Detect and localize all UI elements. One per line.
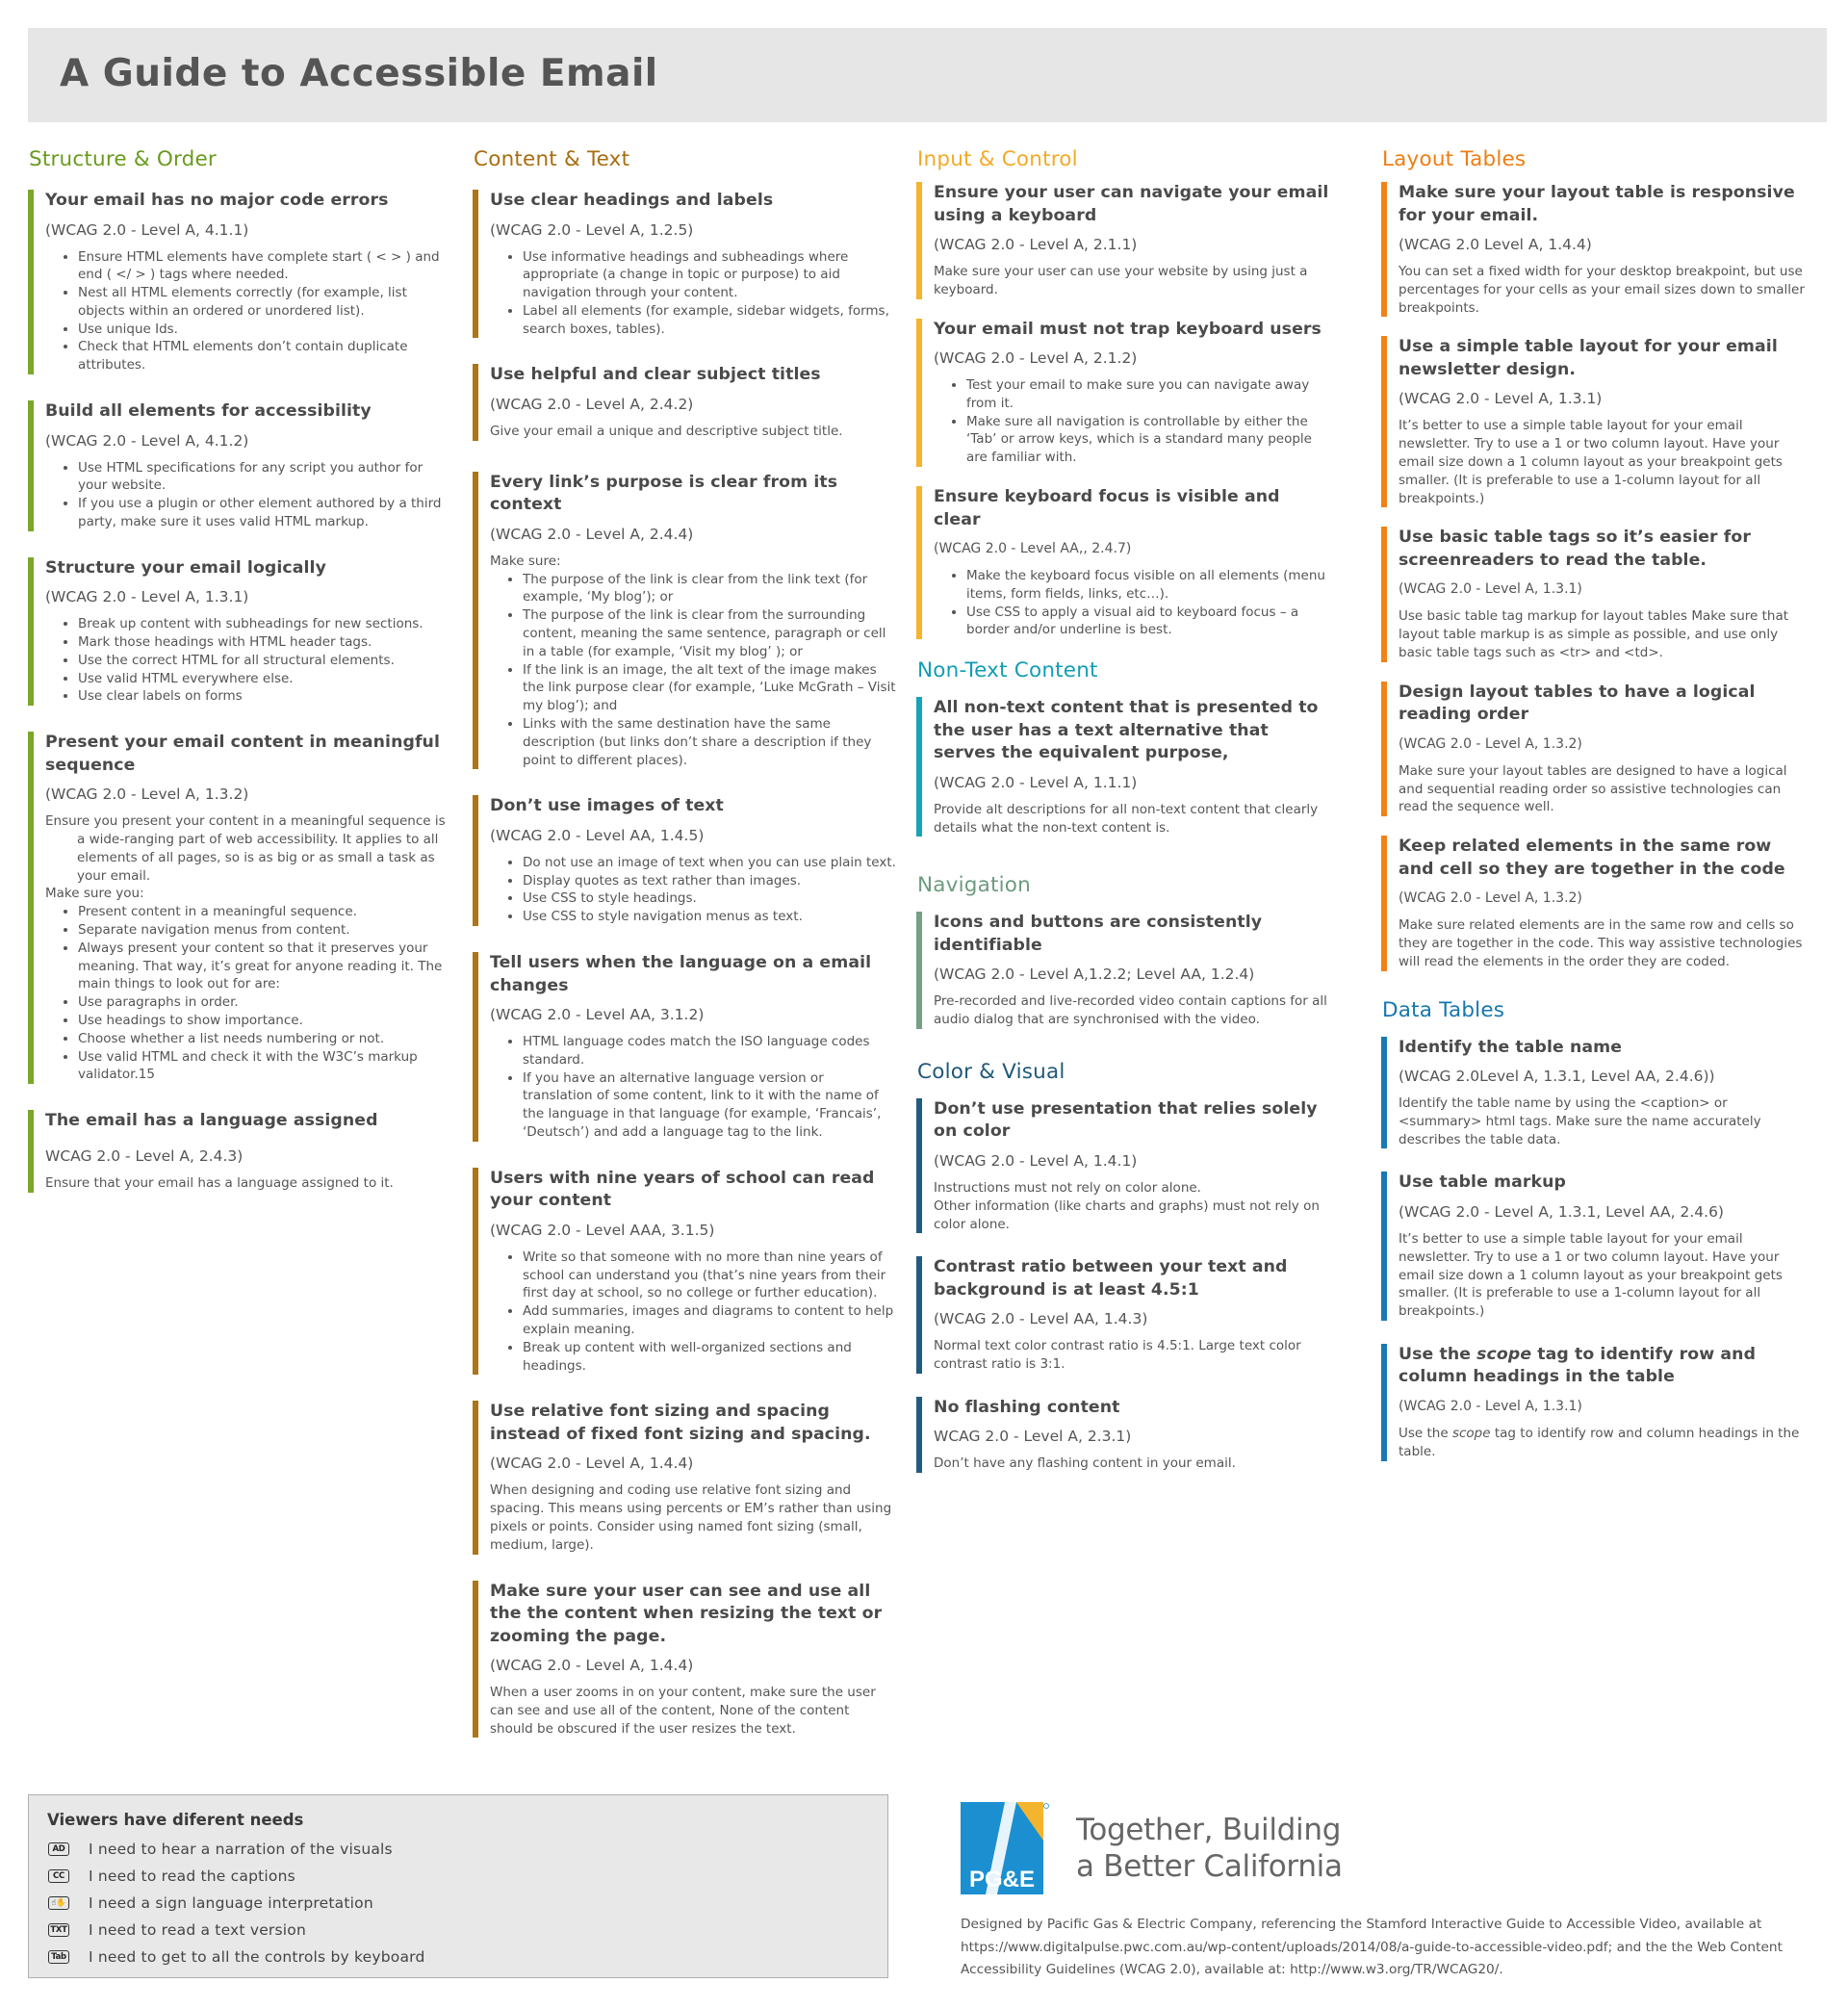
viewer-need-text: I need to read a text version <box>89 1921 306 1939</box>
wcag-ref: (WCAG 2.0 - Level A, 1.3.2) <box>1399 890 1582 907</box>
wcag-ref: (WCAG 2.0 - Level A, 1.3.2) <box>1399 735 1582 752</box>
card-build-elements <box>28 400 451 531</box>
section-title: Input & Control <box>917 147 1078 171</box>
card-heading: Present your email content in meaningful sequence <box>45 733 440 775</box>
section-structure-order <box>28 147 451 1193</box>
list-item: • Use CSS to style headings. <box>523 889 896 908</box>
viewer-need-row <box>48 1866 295 1887</box>
list-item: • Use CSS to style navigation menus as text. <box>523 908 896 926</box>
list-item: • If you use a plugin or other element authored by a third party, make sure it uses valid HTML markup. <box>78 495 451 531</box>
list-item: • The purpose of the link is clear from the link text (for example, ‘My blog’); or <box>523 571 896 607</box>
card-heading: All non-text content that is presented to the user has a text alternative that serves the equivalent purpose, <box>934 698 1319 763</box>
card-images-of-text <box>473 795 896 926</box>
wcag-ref: (WCAG 2.0 - Level AA, 1.4.5) <box>490 826 705 844</box>
card-link-purpose <box>473 472 896 770</box>
section-layout-tables <box>1381 147 1805 971</box>
text-version-icon: TXT <box>48 1923 69 1937</box>
card-text: Ensure that your email has a language assigned to it. <box>45 1174 394 1191</box>
text-emphasis: scope <box>1451 1425 1491 1441</box>
credit-text: Designed by Pacific Gas & Electric Company, referencing the Stamford Interactive Guide to Accessible Video, available at https://www.digitalpulse.pwc.com.au/wp-content/uploads/2014/08/a-guide-to-accessible-video.pdf; and the the Web Content Accessibility Guidelines (WCAG 2.0), available at: http://www.w3.org/TR/WCAG20/. <box>961 1917 1783 1977</box>
list-item: • HTML language codes match the ISO language codes standard. <box>523 1033 896 1069</box>
list-item: • Separate navigation menus from content. <box>78 921 451 940</box>
list-item: • Break up content with subheadings for new sections. <box>78 615 451 633</box>
sign-language-icon: ☝✋ <box>48 1896 69 1910</box>
heading-part: Use the <box>1399 1344 1477 1364</box>
closed-captions-icon: CC <box>48 1869 69 1883</box>
list-item: • Use CSS to apply a visual aid to keyboard focus – a border and/or underline is best. <box>966 604 1330 640</box>
section-title: Data Tables <box>1382 997 1505 1022</box>
card-structure-logically <box>28 557 451 706</box>
list-item: • Use informative headings and subheadings where appropriate (a change in topic or purpose) to aid navigation through your content. <box>523 248 896 302</box>
card-contrast-ratio <box>916 1256 1330 1374</box>
wcag-ref: (WCAG 2.0 - Level A,1.2.2; Level AA, 1.2.4) <box>934 966 1255 984</box>
list-item: • Use the correct HTML for all structural elements. <box>78 652 451 670</box>
viewer-need-row <box>48 1919 306 1941</box>
card-not-color-alone <box>916 1098 1330 1233</box>
list-item: • If you have an alternative language version or translation of some content, link to it with the name of the language in that language (for example, ‘Francais’, ‘Deutsch’) and add a language tag to the link. <box>523 1069 896 1142</box>
card-readability <box>473 1168 896 1376</box>
list-item: • Use unique Ids. <box>78 321 451 339</box>
card-logical-reading-order <box>1381 682 1805 816</box>
wcag-ref: (WCAG 2.0 - Level A, 1.4.1) <box>934 1151 1138 1170</box>
list-item: • Use HTML specifications for any script you author for your website. <box>78 459 451 496</box>
wcag-ref: (WCAG 2.0 - Level A, 2.1.2) <box>934 349 1138 368</box>
section-input-control <box>916 147 1330 639</box>
card-text: Use basic table tag markup for layout tables Make sure that layout table markup is as simple as possible, and use only basic table tags such as <tr> and <td>. <box>1399 608 1789 660</box>
card-heading: Don’t use presentation that relies solely on color <box>934 1098 1318 1142</box>
wcag-ref: (WCAG 2.0 - Level AA,, 2.4.7) <box>934 541 1132 557</box>
list-item: • If the link is an image, the alt text of the image makes the link purpose clear (for example, ‘Luke McGrath – Visit my blog’); and <box>523 661 896 715</box>
section-data-tables <box>1381 998 1805 1461</box>
text-part: tag to identify row and column headings in the table. <box>1399 1425 1800 1459</box>
viewer-need-text: I need to hear a narration of the visuals <box>89 1841 393 1858</box>
card-text: Give your email a unique and descriptive subject title. <box>490 423 843 439</box>
card-language-changes <box>473 952 896 1142</box>
card-text: Pre-recorded and live-recorded video contain captions for all audio dialog that are synchronised with the video. <box>934 993 1327 1028</box>
wcag-ref: (WCAG 2.0 - Level A, 1.1.1) <box>934 773 1138 791</box>
list-item: • Do not use an image of text when you can use plain text. <box>523 854 896 872</box>
section-title: Layout Tables <box>1382 147 1527 171</box>
list-item: • Use headings to show importance. <box>78 1012 451 1030</box>
card-text: Make sure your user can use your website by using just a keyboard. <box>934 264 1308 297</box>
list-item: • Use valid HTML everywhere else. <box>78 670 451 688</box>
viewer-need-row <box>48 1839 393 1860</box>
card-heading: No flashing content <box>934 1397 1120 1417</box>
wcag-ref: (WCAG 2.0 - Level A, 1.3.1) <box>1399 390 1603 408</box>
bullet-list <box>490 1033 896 1142</box>
bullet-list <box>45 615 451 706</box>
pge-tagline <box>1076 1812 1343 1885</box>
card-heading: Don’t use images of text <box>490 796 724 816</box>
pge-logo <box>961 1802 1049 1894</box>
viewers-needs-box <box>28 1794 888 1978</box>
wcag-ref: (WCAG 2.0 - Level A, 1.3.2) <box>45 786 249 804</box>
bullet-list <box>490 571 896 770</box>
section-content-text <box>473 147 896 1738</box>
section-navigation <box>916 873 1330 1029</box>
section-title: Structure & Order <box>29 147 217 171</box>
wcag-ref: (WCAG 2.0 - Level A, 1.2.5) <box>490 220 694 239</box>
list-item: • Ensure HTML elements have complete start ( < > ) and end ( </ > ) tags where needed. <box>78 248 451 285</box>
list-item: • Write so that someone with no more than nine years of school can understand you (that’s nine years from their first day at school, so no college or further education). <box>523 1249 896 1302</box>
card-text-alternative <box>916 697 1330 837</box>
wcag-ref: WCAG 2.0 - Level A, 2.3.1) <box>934 1428 1132 1446</box>
card-heading: Structure your email logically <box>45 557 326 578</box>
card-no-code-errors <box>28 190 451 374</box>
card-table-name <box>1381 1037 1805 1149</box>
card-relative-font <box>473 1401 896 1554</box>
wcag-ref: (WCAG 2.0 - Level AA, 3.1.2) <box>490 1006 705 1024</box>
card-heading: Your email must not trap keyboard users <box>934 319 1322 339</box>
card-heading: Users with nine years of school can read your content <box>490 1168 875 1211</box>
wcag-ref: (WCAG 2.0 - Level A, 2.1.1) <box>934 236 1138 253</box>
card-table-markup <box>1381 1172 1805 1320</box>
wcag-ref: (WCAG 2.0 - Level A, 2.4.2) <box>490 395 694 413</box>
bullet-list <box>490 854 896 926</box>
card-no-flashing <box>916 1397 1330 1473</box>
list-item: • Use valid HTML and check it with the W3C’s markup validator.15 <box>78 1048 451 1085</box>
card-resize-zoom <box>473 1581 896 1739</box>
section-title: Navigation <box>917 873 1031 898</box>
viewer-need-row <box>48 1893 373 1914</box>
list-item: • Display quotes as text rather than images. <box>523 872 896 890</box>
card-heading: Ensure your user can navigate your email using a keyboard <box>934 183 1329 225</box>
page-title: A Guide to Accessible Email <box>60 52 658 95</box>
wcag-ref: (WCAG 2.0Level A, 1.3.1, Level AA, 2.4.6)) <box>1399 1068 1715 1086</box>
card-simple-table-layout <box>1381 336 1805 507</box>
list-item: • Nest all HTML elements correctly (for example, list objects within an ordered or unordered list). <box>78 284 451 321</box>
card-heading: Your email has no major code errors <box>45 191 389 210</box>
wcag-ref: (WCAG 2.0 - Level AA, 1.4.3) <box>934 1310 1148 1328</box>
wcag-ref: (WCAG 2.0 - Level A, 1.3.1) <box>45 588 249 606</box>
list-item: • Use clear labels on forms <box>78 687 451 706</box>
tagline-line-2: a Better California <box>1076 1849 1343 1884</box>
card-language-assigned <box>28 1110 451 1192</box>
list-item: • Choose whether a list needs numbering or not. <box>78 1030 451 1048</box>
card-responsive-layout <box>1381 182 1805 317</box>
list-item: • Make sure all navigation is controllable by either the ‘Tab’ or arrow keys, which is a standard many people are familiar with. <box>966 413 1330 467</box>
card-heading: Use a simple table layout for your email newsletter design. <box>1399 337 1778 379</box>
wcag-ref: (WCAG 2.0 - Level A, 1.3.1) <box>1399 1398 1582 1414</box>
text-part: Use the <box>1399 1425 1452 1441</box>
card-heading: Contrast ratio between your text and background is at least 4.5:1 <box>934 1257 1288 1300</box>
card-meaningful-sequence <box>28 732 451 1084</box>
audio-description-icon: AD <box>48 1842 69 1856</box>
list-item: • Make the keyboard focus visible on all elements (menu items, form fields, links, etc…). <box>966 567 1330 604</box>
card-consistent-identification <box>916 912 1330 1029</box>
wcag-ref: (WCAG 2.0 - Level A, 1.4.4) <box>490 1657 694 1675</box>
keyboard-tab-icon: Tab <box>48 1950 69 1964</box>
bullet-list <box>934 376 1330 467</box>
card-text: It’s better to use a simple table layout for your email newsletter. Try to use a 1 or two column layout. Have your email size down a 1 column layout as your breakpoint gets smaller. (It is preferable to use a 1-column layout for all breakpoints.) <box>1399 1230 1783 1320</box>
card-keyboard-navigation <box>916 182 1330 299</box>
card-text <box>1399 1425 1805 1461</box>
card-heading: Use relative font sizing and spacing instead of fixed font sizing and spacing. <box>490 1402 871 1444</box>
list-item: • Check that HTML elements don’t contain duplicate attributes. <box>78 338 451 374</box>
title-bar <box>28 28 1827 122</box>
card-scope-tag <box>1381 1344 1805 1461</box>
card-heading: Keep related elements in the same row and cell so they are together in the code <box>1399 837 1785 879</box>
card-heading: The email has a language assigned <box>45 1111 378 1131</box>
card-related-elements <box>1381 836 1805 970</box>
bullet-list <box>934 567 1330 639</box>
bullet-list <box>45 459 451 531</box>
list-item: • Links with the same destination have the same description (but links don’t share a description if they point to different places). <box>523 715 896 769</box>
card-heading <box>1399 1344 1805 1389</box>
section-title: Non-Text Content <box>917 658 1098 683</box>
wcag-ref: (WCAG 2.0 - Level AAA, 3.1.5) <box>490 1221 715 1239</box>
list-item: • Always present your content so that it preserves your meaning. That way, it’s great for anyone reading it. The main things to look out for are: <box>78 940 451 993</box>
registered-mark-icon <box>1044 1804 1049 1809</box>
wcag-ref: WCAG 2.0 - Level A, 2.4.3) <box>45 1146 244 1165</box>
card-heading: Icons and buttons are consistently identifiable <box>934 913 1263 955</box>
list-item: • Mark those headings with HTML header tags. <box>78 633 451 652</box>
card-text: Make sure: <box>490 553 561 569</box>
card-heading: Use table markup <box>1399 1172 1566 1193</box>
viewer-need-text: I need to read the captions <box>89 1867 295 1885</box>
card-text: Instructions must not rely on color alone. <box>934 1179 1201 1196</box>
list-item: • Break up content with well-organized sections and headings. <box>523 1339 896 1376</box>
card-no-keyboard-trap <box>916 319 1330 467</box>
card-heading: Use basic table tags so it’s easier for screenreaders to read the table. <box>1399 528 1751 570</box>
card-text: Ensure you present your content in a meaningful sequence is a wide-ranging part of web accessibility. It applies to all elements of all pages, so is as big or as small a task as your email. <box>45 813 446 884</box>
card-heading: Build all elements for accessibility <box>45 401 372 422</box>
section-non-text-content <box>916 658 1330 837</box>
list-item: • Add summaries, images and diagrams to content to help explain meaning. <box>523 1302 896 1339</box>
card-text: Don’t have any flashing content in your email. <box>934 1455 1236 1472</box>
card-basic-table-tags <box>1381 527 1805 661</box>
card-heading: Ensure keyboard focus is visible and clear <box>934 487 1280 529</box>
card-heading: Make sure your user can see and use all the the content when resizing the text or zooming the page. <box>490 1581 883 1646</box>
card-heading: Tell users when the language on a email changes <box>490 953 872 995</box>
heading-emphasis: scope <box>1476 1344 1532 1364</box>
card-clear-headings <box>473 190 896 338</box>
bullet-list <box>45 903 451 1084</box>
viewer-need-row <box>48 1946 424 1968</box>
list-item: • Present content in a meaningful sequence. <box>78 903 451 921</box>
logo-wordmark: PG&E <box>968 1867 1036 1893</box>
card-text: Normal text color contrast ratio is 4.5:1. Large text color contrast ratio is 3:1. <box>934 1338 1301 1373</box>
card-subject-titles <box>473 364 896 440</box>
card-text: Identify the table name by using the <caption> or <summary> html tags. Make sure the name accurately describes the table data. <box>1399 1095 1761 1147</box>
list-item: • Label all elements (for example, sidebar widgets, forms, search boxes, tables). <box>523 302 896 339</box>
section-color-visual <box>916 1060 1330 1473</box>
card-keyboard-focus <box>916 486 1330 639</box>
bullet-list <box>490 1249 896 1376</box>
card-heading: Every link’s purpose is clear from its context <box>490 472 838 515</box>
list-item: • The purpose of the link is clear from the surrounding content, meaning the same sentence, paragraph or cell in a table (for example, ‘Visit my blog’ ); or <box>523 606 896 660</box>
wcag-ref: (WCAG 2.0 - Level A, 2.4.4) <box>490 525 694 543</box>
viewer-need-text: I need to get to all the controls by keyboard <box>89 1948 425 1966</box>
card-text: Make sure related elements are in the same row and cells so they are together in the code. This way assistive technologies will read the elements in the order they are coded. <box>1399 917 1803 969</box>
heading-part: tag to identify row and column headings in the table <box>1399 1344 1757 1387</box>
column-4 <box>1381 147 1805 1487</box>
card-text: When designing and coding use relative font sizing and spacing. This means using percents or EM’s rather than using pixels or points. Consider using named font sizing (small, medium, large). <box>490 1482 892 1553</box>
wcag-ref: (WCAG 2.0 - Level A, 1.3.1, Level AA, 2.4.6) <box>1399 1202 1724 1221</box>
wcag-ref: (WCAG 2.0 - Level A, 1.3.1) <box>1399 581 1582 598</box>
list-item: • Test your email to make sure you can navigate away from it. <box>966 376 1330 413</box>
card-heading: Identify the table name <box>1399 1037 1623 1057</box>
card-heading: Use clear headings and labels <box>490 191 774 210</box>
column-1 <box>28 147 451 1219</box>
card-heading: Design layout tables to have a logical reading order <box>1399 682 1756 725</box>
tagline-line-1: Together, Building <box>1076 1813 1342 1847</box>
card-text: Make sure you: <box>45 886 144 902</box>
column-2 <box>473 147 896 1764</box>
card-text: It’s better to use a simple table layout for your email newsletter. Try to use a 1 or two column layout. Have your email size down a 1 column layout as your breakpoint gets smaller. (It is preferable to use a 1-column layout for all breakpoints.) <box>1399 418 1783 506</box>
viewer-need-text: I need a sign language interpretation <box>89 1894 373 1912</box>
section-title: Content & Text <box>474 147 630 171</box>
wcag-ref: (WCAG 2.0 Level A, 1.4.4) <box>1399 236 1592 253</box>
section-title: Color & Visual <box>917 1059 1065 1084</box>
card-heading: Use helpful and clear subject titles <box>490 365 821 385</box>
card-heading: Make sure your layout table is responsive for your email. <box>1399 183 1795 225</box>
card-text: Provide alt descriptions for all non-text content that clearly details what the non-text content is. <box>934 801 1319 836</box>
card-text: Make sure your layout tables are designed to have a logical and sequential reading order so assistive technologies can read the sequence well. <box>1399 762 1787 815</box>
viewers-title: Viewers have diferent needs <box>47 1811 304 1829</box>
wcag-ref: (WCAG 2.0 - Level A, 4.1.2) <box>45 431 249 450</box>
bullet-list <box>490 248 896 339</box>
wcag-ref: (WCAG 2.0 - Level A, 1.4.4) <box>490 1455 694 1473</box>
card-text: Other information (like charts and graphs) must not rely on color alone. <box>934 1198 1320 1232</box>
list-item: • Use paragraphs in order. <box>78 993 451 1012</box>
card-text: You can set a fixed width for your desktop breakpoint, but use percentages for your cells as your email sizes down to smaller breakpoints. <box>1399 264 1805 316</box>
card-text: When a user zooms in on your content, make sure the user can see and use all of the content, None of the content should be obscured if the user resizes the text. <box>490 1685 876 1737</box>
wcag-ref: (WCAG 2.0 - Level A, 4.1.1) <box>45 220 249 239</box>
bullet-list <box>45 248 451 375</box>
column-3 <box>916 147 1330 1499</box>
